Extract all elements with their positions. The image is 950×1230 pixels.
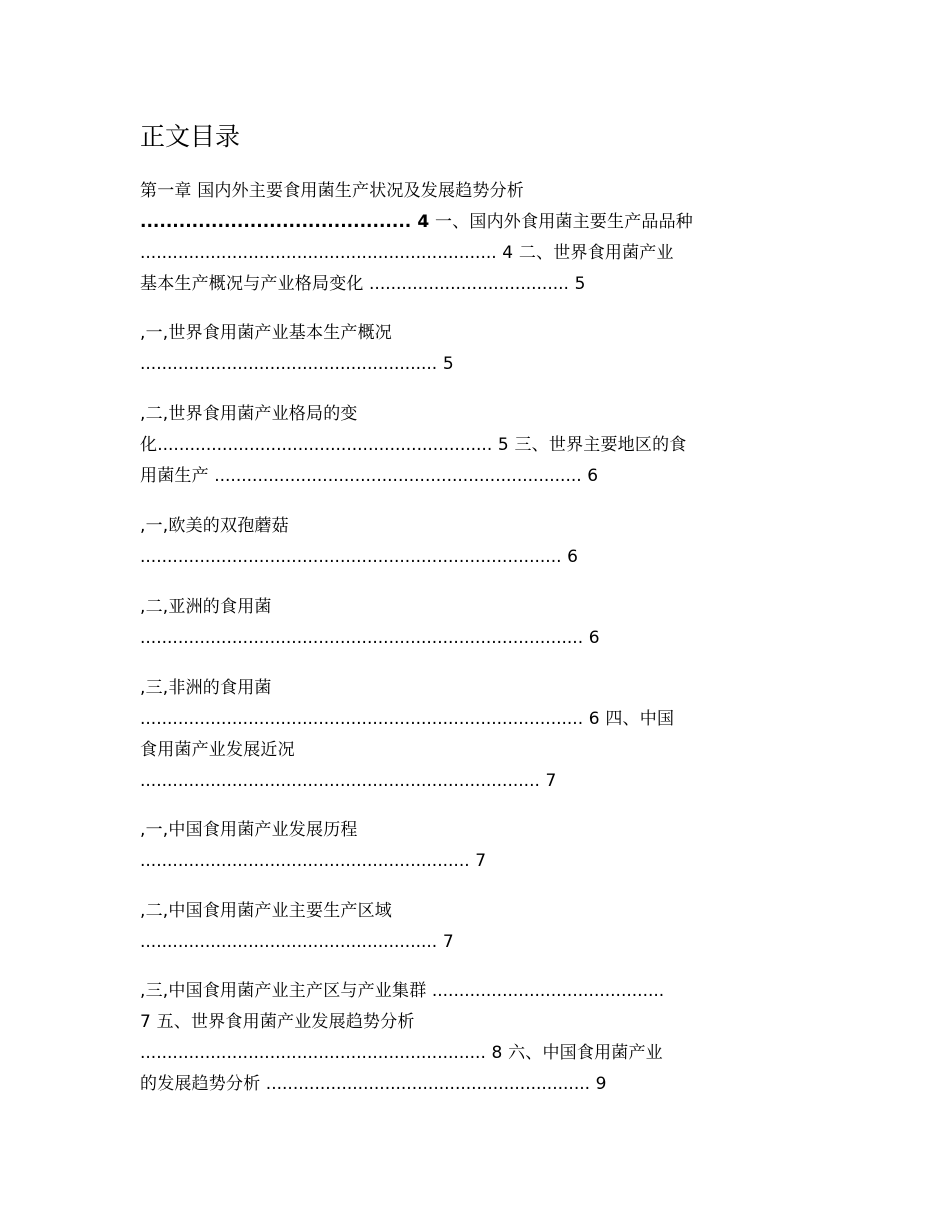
toc-page-number: 4 — [502, 243, 514, 263]
toc-leader: .................................................................. — [140, 243, 497, 263]
toc-page-number: 6 — [561, 547, 579, 567]
toc-line — [140, 771, 557, 791]
toc-page-number: 4 — [417, 212, 430, 232]
toc-leader: ........................................... — [426, 981, 665, 1001]
toc-line — [140, 212, 693, 232]
toc-line — [140, 323, 392, 343]
toc-text: 二、世界食用菌产业 — [513, 243, 674, 263]
toc-text: 基本生产概况与产业格局变化 — [140, 274, 364, 294]
toc-text: 用菌生产 — [140, 466, 209, 486]
toc-page-number: 8 — [485, 1043, 503, 1063]
toc-line — [140, 678, 272, 698]
toc-text: ,三,非洲的食用菌 — [140, 678, 272, 698]
toc-line — [140, 932, 454, 952]
toc-line — [140, 628, 600, 648]
toc-page-number: 5 — [568, 274, 586, 294]
toc-leader: .................................................................................. — [140, 628, 584, 648]
toc-leader: ............................................................ — [260, 1074, 591, 1094]
toc-leader: ..................................... — [363, 274, 569, 294]
toc-text: ,二,亚洲的食用菌 — [140, 597, 272, 617]
toc-text: ,二,中国食用菌产业主要生产区域 — [140, 901, 393, 921]
toc-text: ,二,世界食用菌产业格局的变 — [140, 404, 358, 424]
toc-text: 一、国内外食用菌主要生产品品种 — [429, 212, 694, 232]
toc-text: ,一,世界食用菌产业基本生产概况 — [140, 323, 393, 343]
toc-text: 四、中国 — [599, 709, 675, 729]
toc-text: 三、世界主要地区的食 — [508, 435, 687, 455]
toc-page-number: 6 — [583, 628, 600, 648]
toc-line — [140, 740, 295, 760]
toc-page-number: 6 — [583, 709, 600, 729]
toc-line — [140, 274, 586, 294]
toc-leader: .................................................................... — [208, 466, 582, 486]
toc-line — [140, 1074, 607, 1094]
toc-leader: .............................................................................. — [140, 547, 562, 567]
toc-line — [140, 981, 664, 1001]
toc-line — [140, 597, 272, 617]
toc-text: 7 五、世界食用菌产业发展趋势分析 — [140, 1012, 415, 1032]
toc-text: ,一,中国食用菌产业发展历程 — [140, 820, 358, 840]
toc-text: 第一章 国内外主要食用菌生产状况及发展趋势分析 — [140, 181, 525, 201]
toc-text: ,三,中国食用菌产业主产区与产业集群 — [140, 981, 427, 1001]
toc-line — [140, 435, 686, 455]
toc-line — [140, 709, 674, 729]
toc-leader: .................................................................................. — [140, 709, 584, 729]
toc-line — [140, 820, 358, 840]
toc-leader: .......................................... — [140, 212, 412, 232]
toc-line — [140, 243, 674, 263]
toc-text: 六、中国食用菌产业 — [502, 1043, 663, 1063]
toc-page-number: 7 — [539, 771, 557, 791]
toc-text: ,一,欧美的双孢蘑菇 — [140, 516, 289, 536]
toc-page-number: 7 — [469, 851, 487, 871]
toc-line — [140, 851, 486, 871]
toc-line — [140, 181, 524, 201]
toc-leader: .............................................................. — [157, 435, 493, 455]
toc-line — [140, 1012, 415, 1032]
toc-text: 的发展趋势分析 — [140, 1074, 261, 1094]
toc-line — [140, 901, 392, 921]
toc-leader: ....................................................... — [140, 932, 438, 952]
toc-line — [140, 547, 578, 567]
toc-page-number: 5 — [437, 354, 454, 374]
toc-page-number: 5 — [492, 435, 509, 455]
toc-leader: ....................................................... — [140, 354, 438, 374]
toc-leader: ............................................................. — [140, 851, 470, 871]
toc-page-number: 7 — [437, 932, 454, 952]
toc-line — [140, 404, 358, 424]
toc-text: 化 — [140, 435, 158, 455]
page-title: 正文目录 — [140, 122, 241, 151]
toc-leader: ................................................................ — [140, 1043, 486, 1063]
toc-page-number: 9 — [590, 1074, 607, 1094]
toc-text: 食用菌产业发展近况 — [140, 740, 295, 760]
toc-page-number: 6 — [581, 466, 599, 486]
toc-line — [140, 466, 598, 486]
toc-line — [140, 354, 454, 374]
toc-leader: .......................................................................... — [140, 771, 540, 791]
toc-line — [140, 516, 289, 536]
toc-line — [140, 1043, 663, 1063]
